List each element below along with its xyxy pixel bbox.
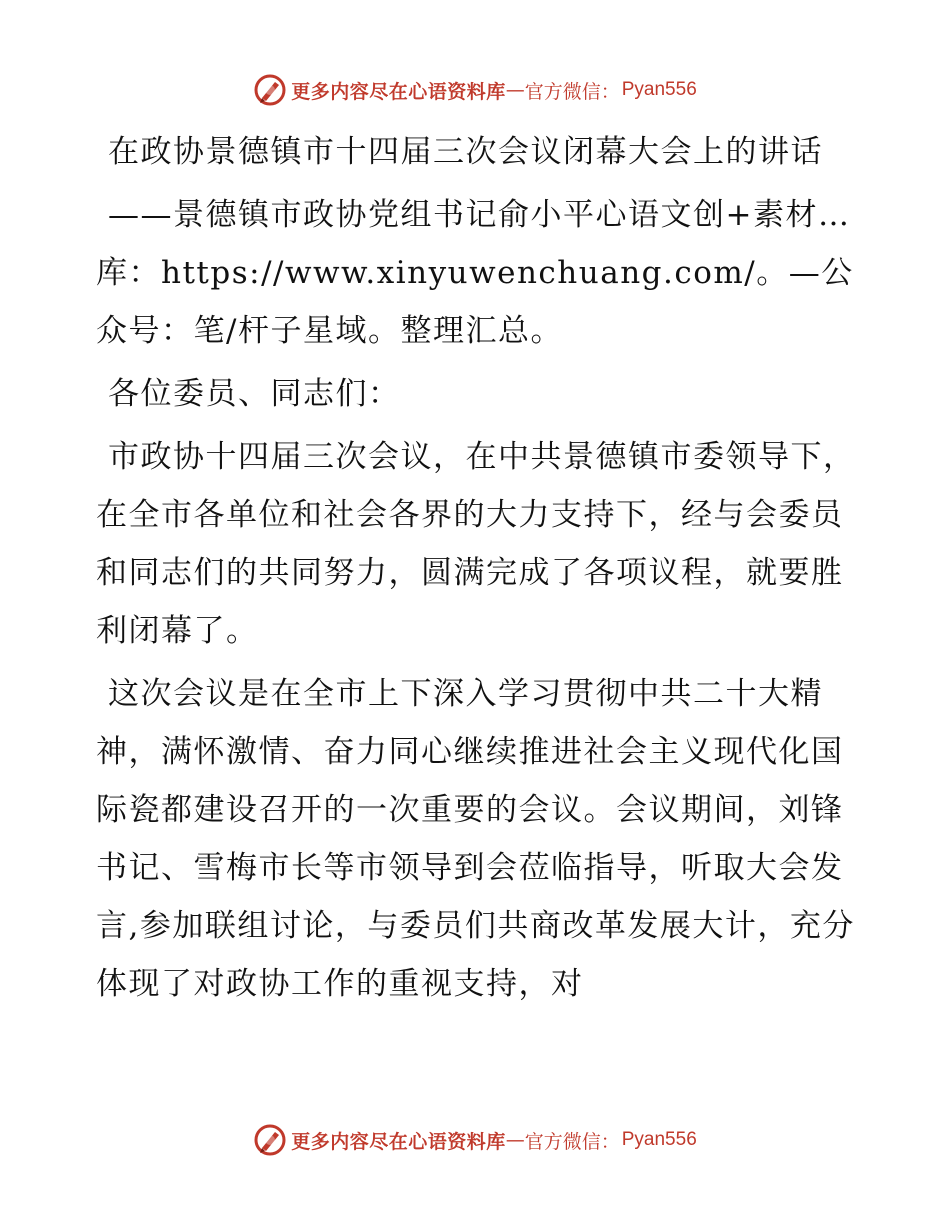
pen-logo-icon bbox=[253, 1123, 287, 1157]
watermark-separator: — bbox=[505, 79, 525, 101]
watermark-main-text: 更多内容尽在心语资料库 bbox=[291, 1130, 506, 1153]
watermark-wechat-id: Pyan556 bbox=[621, 1129, 697, 1150]
document-body bbox=[96, 123, 856, 1018]
header-watermark bbox=[0, 70, 950, 110]
watermark-main-text: 更多内容尽在心语资料库 bbox=[291, 80, 506, 103]
watermark-official-label: 官方微信： bbox=[524, 1130, 620, 1153]
document-byline: ——景德镇市政协党组书记俞小平心语文创+素材…库：https://www.xinyuwenchuang.com/。—公众号：笔/杆子星域。整理汇总。 bbox=[96, 197, 854, 349]
watermark-wechat-id: Pyan556 bbox=[621, 79, 697, 100]
paragraph-2: 这次会议是在全市上下深入学习贯彻中共二十大精神，满怀激情、奋力同心继续推进社会主义现代化国际瓷都建设召开的一次重要的会议。会议期间，刘锋书记、雪梅市长等市领导到会莅临指导，听取大会发言,参加联组讨论，与委员们共商改革发展大计，充分体现了对政协工作的重视支持，对 bbox=[96, 676, 855, 1002]
footer-watermark bbox=[0, 1120, 950, 1160]
watermark-separator: — bbox=[505, 1129, 525, 1151]
paragraph-1: 市政协十四届三次会议，在中共景德镇市委领导下，在全市各单位和社会各界的大力支持下，经与会委员和同志们的共同努力，圆满完成了各项议程，就要胜利闭幕了。 bbox=[96, 439, 856, 649]
watermark-official-label: 官方微信： bbox=[524, 80, 620, 103]
salutation: 各位委员、同志们： bbox=[108, 376, 401, 412]
document-title: 在政协景德镇市十四届三次会议闭幕大会上的讲话 bbox=[108, 134, 823, 170]
pen-logo-icon bbox=[253, 73, 287, 107]
